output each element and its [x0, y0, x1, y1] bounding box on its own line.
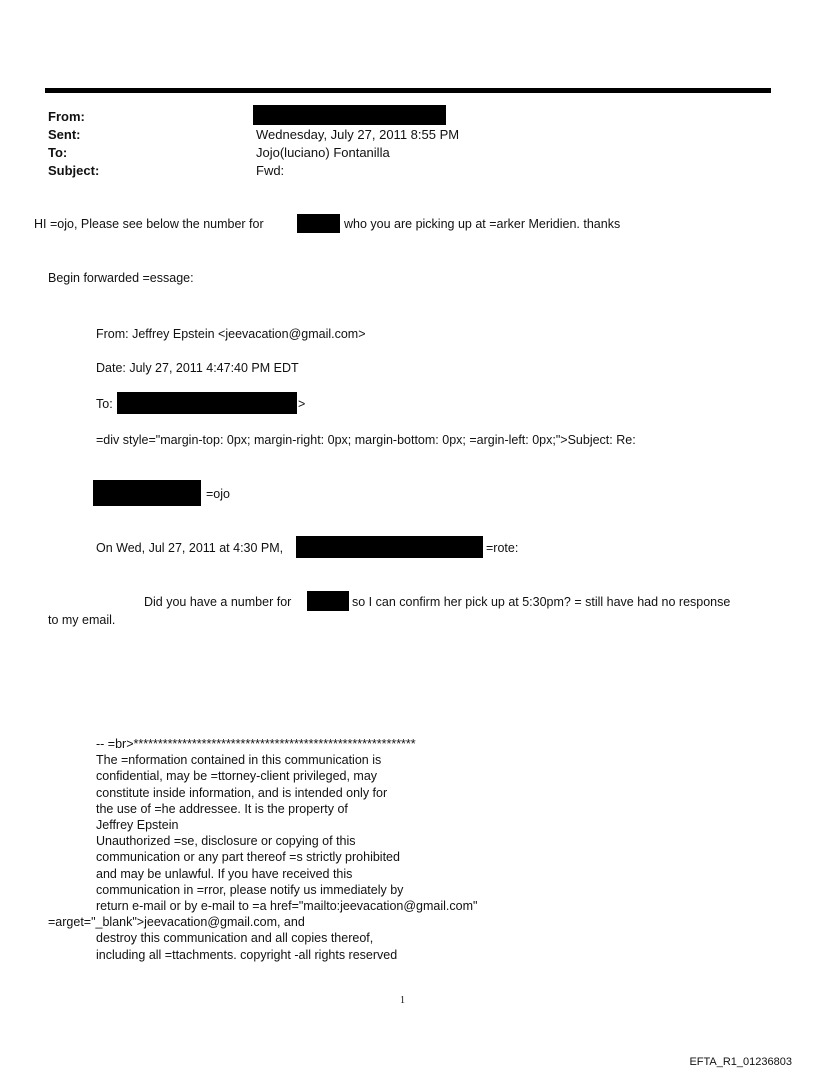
disclaimer-line: -- =br>********************************************************** — [96, 737, 416, 751]
disclaimer-line: communication or any part thereof =s strictly prohibited — [96, 850, 400, 865]
page-number: 1 — [400, 995, 405, 1006]
question-line-start: Did you have a number for — [144, 595, 292, 609]
to-label: To: — [48, 145, 68, 160]
header-rule — [45, 88, 771, 93]
on-wed-line-end: =rote: — [486, 541, 519, 555]
redaction-forwarded-to — [117, 392, 297, 414]
forwarded-date-line: Date: July 27, 2011 4:47:40 PM EDT — [96, 361, 299, 375]
disclaimer-line: including all =ttachments. copyright -all rights reserved — [96, 947, 398, 962]
sent-value: Wednesday, July 27, 2011 8:55 PM — [256, 127, 460, 142]
disclaimer-line: =arget="_blank">jeevacation@gmail.com, and — [48, 915, 305, 930]
disclaimer-line: the use of =he addressee. It is the property of — [96, 801, 348, 816]
greeting-line-end: who you are picking up at =arker Meridien. thanks — [344, 217, 621, 231]
question-line-wrap: to my email. — [48, 613, 116, 627]
redaction-greeting — [297, 214, 340, 233]
on-wed-line-start: On Wed, Jul 27, 2011 at 4:30 PM, — [96, 541, 284, 555]
sent-label: Sent: — [48, 127, 81, 142]
forwarded-to-label: To: — [96, 397, 113, 411]
forwarded-to-tail: > — [298, 397, 306, 411]
disclaimer-line: constitute inside information, and is intended only for — [96, 785, 388, 800]
subject-value: Fwd: — [256, 163, 285, 178]
subject-label: Subject: — [48, 163, 100, 178]
forwarded-name-tail: =ojo — [206, 487, 230, 501]
disclaimer-line: Jeffrey Epstein — [96, 818, 179, 833]
disclaimer-line: Unauthorized =se, disclosure or copying of this — [96, 834, 356, 849]
disclaimer-line: communication in =rror, please notify us immediately by — [96, 882, 404, 897]
begin-forwarded-line: Begin forwarded =essage: — [48, 271, 194, 285]
redaction-name — [93, 480, 201, 506]
disclaimer-line: return e-mail or by e-mail to =a href="mailto:jeevacation@gmail.com" — [96, 899, 478, 914]
disclaimer-line: confidential, may be =ttorney-client privileged, may — [96, 769, 378, 784]
document-id: EFTA_R1_01236803 — [689, 1056, 792, 1068]
disclaimer-line: and may be unlawful. If you have received this — [96, 866, 353, 881]
disclaimer-line: destroy this communication and all copies thereof, — [96, 931, 374, 946]
disclaimer-block — [48, 736, 478, 963]
redaction-on-wed — [296, 536, 483, 558]
to-value: Jojo(luciano) Fontanilla — [256, 145, 390, 160]
redaction-question — [307, 591, 349, 611]
disclaimer-line: The =nformation contained in this communication is — [96, 753, 382, 768]
forwarded-div-subject-line: =div style="margin-top: 0px; margin-right: 0px; margin-bottom: 0px; =argin-left: 0px;">Subject: Re: — [96, 433, 636, 447]
redaction-from — [253, 105, 446, 125]
question-line-end: so I can confirm her pick up at 5:30pm? = still have had no response — [352, 595, 731, 609]
forwarded-from-line: From: Jeffrey Epstein <jeevacation@gmail.com> — [96, 327, 366, 341]
from-label: From: — [48, 109, 85, 124]
greeting-line-start: HI =ojo, Please see below the number for — [34, 217, 264, 231]
